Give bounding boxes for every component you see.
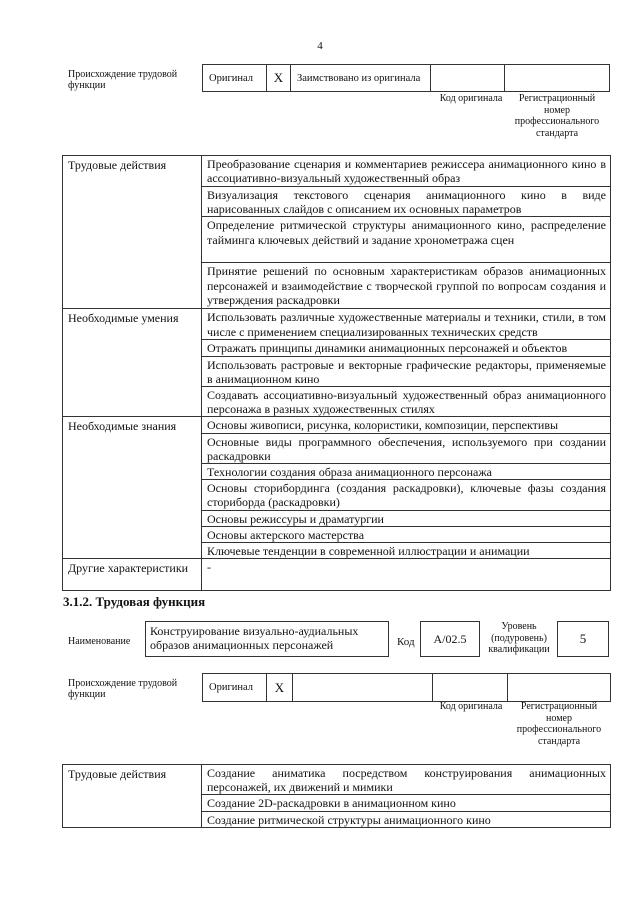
- origin-x-mark: X: [267, 65, 291, 91]
- knowledge-item: Основы режиссуры и драматургии: [202, 510, 611, 526]
- skill-item: Отражать принципы динамики анимационных персонажей и объектов: [202, 340, 611, 356]
- origin2-label: Происхождение трудовой функции: [68, 678, 178, 700]
- origin2-reg-cell: [508, 674, 610, 701]
- skill-item: Создавать ассоциативно-визуальный художественный образ анимационного персонажа в разных художественных стилях: [202, 387, 611, 417]
- action-item: Преобразование сценария и комментариев режиссера анимационного кино в ассоциативно-визуальный художественный образ: [202, 156, 611, 187]
- other-item: -: [202, 559, 611, 591]
- function-code-box: A/02.5: [420, 621, 480, 657]
- origin-box: [202, 64, 610, 92]
- knowledge-item: Основы живописи, рисунка, колористики, композиции, перспективы: [202, 417, 611, 433]
- origin2-box: [202, 673, 611, 702]
- action2-item: Создание аниматика посредством конструирования анимационных персонажей, их движений и мимики: [202, 765, 611, 795]
- origin2-x-mark: X: [267, 674, 293, 701]
- origin2-borrowed-cell: [293, 674, 433, 701]
- knowledge-item: Основы актерского мастерства: [202, 526, 611, 542]
- action-item: Принятие решений по основным характеристикам образов анимационных персонажей и взаимодействие с творческой группой по вопросам создания и утверждения раскадровки: [202, 263, 611, 309]
- section-title: 3.1.2. Трудовая функция: [63, 594, 206, 609]
- reg-number-label: Регистрационный номер профессионального стандарта: [514, 93, 600, 139]
- section2-head-actions: Трудовые действия: [63, 765, 202, 828]
- name-label: Наименование: [68, 636, 131, 647]
- section-head-skills: Необходимые умения: [63, 309, 202, 417]
- skill-item: Использовать различные художественные материалы и техники, стили, в том числе с применением специализированных технических средств: [202, 309, 611, 340]
- origin-borrowed-cell: Заимствовано из оригинала: [291, 65, 431, 91]
- labor-function-table-2: [62, 764, 611, 828]
- section-head-knowledge: Необходимые знания: [63, 417, 202, 559]
- knowledge-item: Основы сторибординга (создания раскадровки), ключевые фазы создания сториборда (раскадровки): [202, 480, 611, 510]
- origin2-original-cell: Оригинал: [203, 674, 267, 701]
- origin2-code-cell: [433, 674, 508, 701]
- knowledge-item: Технологии создания образа анимационного персонажа: [202, 464, 611, 480]
- labor-function-table: [62, 155, 611, 591]
- skill-item: Использовать растровые и векторные графические редакторы, применяемые в анимационном кино: [202, 356, 611, 386]
- code2-original-label: Код оригинала: [439, 701, 503, 712]
- action2-item: Создание ритмической структуры анимационного кино: [202, 811, 611, 827]
- knowledge-item: Основные виды программного обеспечения, используемого при создании раскадровки: [202, 433, 611, 463]
- action-item: Визуализация текстового сценария анимационного кино в виде нарисованных слайдов с описанием их основных параметров: [202, 187, 611, 217]
- page-number: 4: [317, 40, 323, 52]
- origin-code-cell: [431, 65, 505, 91]
- function-name-box: Конструирование визуально-аудиальных образов анимационных персонажей: [145, 621, 389, 657]
- origin-reg-cell: [505, 65, 609, 91]
- reg2-number-label: Регистрационный номер профессионального стандарта: [516, 701, 602, 747]
- action2-item: Создание 2D-раскадровки в анимационном кино: [202, 795, 611, 811]
- action-item: Определение ритмической структуры анимационного кино, распределение тайминга ключевых действий и задание хронометража сцен: [202, 217, 611, 263]
- code-label: Код: [397, 636, 415, 648]
- level-label: Уровень (подуровень) квалификации: [488, 621, 550, 655]
- section-head-other: Другие характеристики: [63, 559, 202, 591]
- code-original-label: Код оригинала: [439, 93, 503, 104]
- origin-label: Происхождение трудовой функции: [68, 69, 178, 91]
- section-head-actions: Трудовые действия: [63, 156, 202, 309]
- knowledge-item: Ключевые тенденции в современной иллюстрации и анимации: [202, 543, 611, 559]
- level-value-box: 5: [557, 621, 609, 657]
- origin-original-cell: Оригинал: [203, 65, 267, 91]
